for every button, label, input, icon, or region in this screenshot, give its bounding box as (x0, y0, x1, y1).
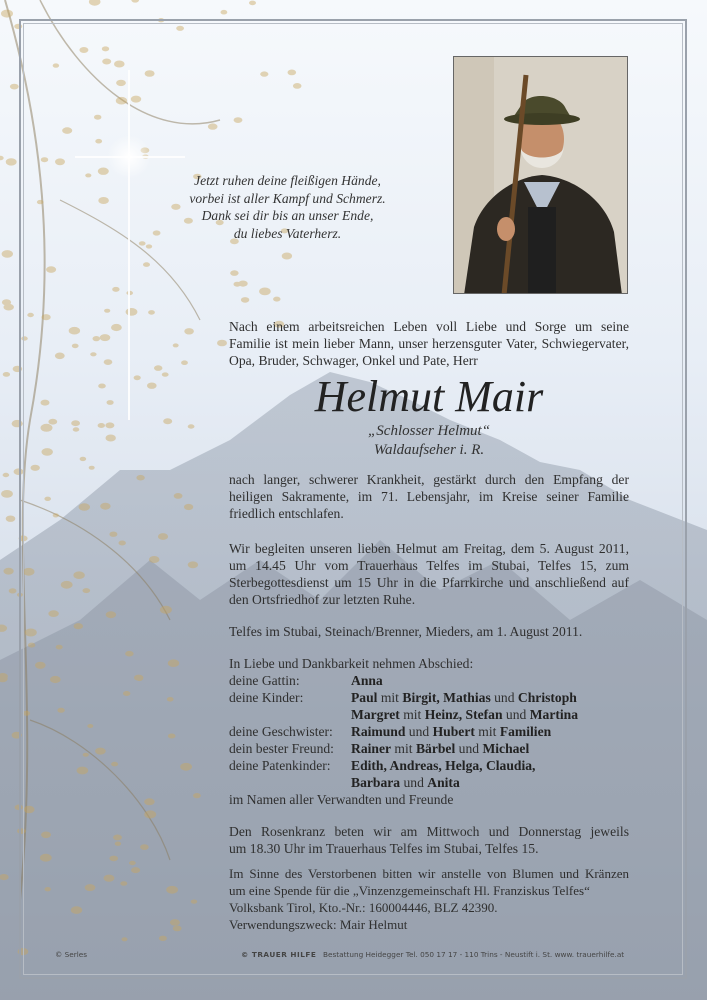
name-part: und (455, 741, 483, 756)
farewell-row (229, 757, 649, 774)
name-part: Anita (427, 775, 460, 790)
portrait-photo (453, 56, 628, 294)
name-part: mit (474, 724, 500, 739)
funeral-paragraph (229, 540, 629, 608)
name-part: Heinz, Stefan (424, 707, 503, 722)
deceased-name: Helmut Mair (314, 372, 544, 421)
death-paragraph (229, 471, 629, 522)
leaf (4, 568, 14, 575)
quote-line: Dank sei dir bis an unser Ende, (201, 208, 374, 223)
death-line: friedlich entschlafen. (229, 506, 344, 521)
donation-line: Verwendungszweck: Mair Helmut (229, 917, 408, 932)
name-part: Martina (529, 707, 579, 722)
relative-names (351, 757, 535, 774)
name-part: und (490, 690, 518, 705)
relative-names (351, 672, 383, 689)
relative-names (351, 689, 577, 706)
relation-label: dein bester Freund: (229, 741, 334, 756)
leaf (9, 588, 17, 593)
portrait-illustration (454, 57, 628, 294)
relative-names (351, 740, 529, 757)
quote-line: Jetzt ruhen deine fleißigen Hände, (194, 173, 381, 188)
quote-line: vorbei ist aller Kampf und Schmerz. (189, 190, 386, 206)
farewell-row (229, 672, 649, 689)
death-line: nach langer, schwerer Krankheit, gestärkt durch den Empfang der (229, 472, 629, 487)
deceased-occupation: Waldaufseher i. R. (373, 442, 485, 458)
relative-names (351, 723, 551, 740)
leaf (2, 250, 13, 258)
memorial-quote (165, 172, 410, 242)
leaf (3, 372, 10, 377)
leaf (3, 473, 10, 477)
intro-paragraph (229, 318, 629, 369)
name-part: Margret (351, 707, 400, 722)
farewell-list (229, 655, 649, 808)
farewell-row (229, 689, 649, 706)
name-part: mit (391, 741, 416, 756)
name-part: und (405, 724, 433, 739)
relation-label: deine Kinder: (229, 690, 304, 705)
name-part: Rainer (351, 741, 392, 756)
relative-names (351, 774, 460, 791)
leaf (4, 304, 14, 311)
funeral-line: Wir begleiten unseren lieben Helmut am Freitag, dem 5. August 2011, (229, 541, 629, 556)
undertaker-info: Bestattung Heidegger Tel. 050 17 17 - 110 Trins - Neustift i. St. www. trauerhilfe.at (323, 950, 625, 959)
leaf (10, 84, 19, 90)
place-date-line: Telfes im Stubai, Steinach/Brenner, Mieders, am 1. August 2011. (229, 624, 583, 639)
name-part: Anna (351, 673, 383, 688)
relation-label: deine Geschwister: (229, 724, 333, 739)
name-part: Bärbel (415, 741, 456, 756)
rosary-line: Den Rosenkranz beten wir am Mittwoch und Donnerstag jeweils (229, 824, 629, 839)
rosary-paragraph (229, 823, 629, 857)
relation-label: deine Gattin: (229, 673, 300, 688)
name-part: Christoph (517, 690, 577, 705)
relation-label: deine Patenkinder: (229, 758, 331, 773)
leaf (89, 0, 101, 6)
leaf (131, 0, 139, 3)
donation-line: Im Sinne des Verstorbenen bitten wir anstelle von Blumen und Kränzen (229, 866, 629, 881)
donation-paragraph (229, 865, 629, 933)
leaf (6, 516, 16, 522)
name-part: Familien (499, 724, 552, 739)
name-part: Raimund (351, 724, 406, 739)
donation-line: Volksbank Tirol, Kto.-Nr.: 160004446, BLZ 42390. (229, 900, 498, 915)
leaf (0, 156, 4, 161)
leaf (1, 10, 13, 18)
quote-line: du liebes Vaterherz. (233, 225, 342, 241)
name-part: und (502, 707, 530, 722)
name-part: Paul (351, 690, 378, 705)
name-part: Hubert (432, 724, 475, 739)
relation-label (229, 774, 351, 791)
funeral-line: um 14.45 Uhr vom Trauerhaus Telfes im Stubai, Telfes 15, zum (229, 558, 629, 573)
name-part: und (400, 775, 428, 790)
place-date (229, 623, 629, 640)
death-line: heiligen Sakramente, im 71. Lebensjahr, im Kreise seiner Familie (229, 489, 629, 504)
brand-logo: © TRAUER HILFE (241, 950, 317, 959)
intro-line: Familie ist mein lieber Mann, unser herzensguter Vater, Schwiegervater, (229, 336, 629, 351)
farewell-row (229, 740, 649, 757)
leaf (1, 490, 13, 498)
farewell-rows (229, 672, 649, 791)
intro-line: Opa, Bruder, Schwager, Onkel und Pate, Herr (229, 353, 478, 368)
farewell-row (229, 774, 649, 791)
name-part: Barbara (351, 775, 401, 790)
leaf (249, 1, 256, 6)
photo-credit: © Serles (55, 950, 88, 959)
farewell-row (229, 723, 649, 740)
leaf (6, 158, 17, 165)
funeral-line: den Ortsfriedhof zur letzten Ruhe. (229, 592, 416, 607)
name-part: mit (377, 690, 403, 705)
relation-label (229, 706, 351, 723)
farewell-row (229, 706, 649, 723)
farewell-closing: im Namen aller Verwandten und Freunde (229, 792, 454, 807)
name-part: Michael (482, 741, 530, 756)
relative-names (351, 706, 578, 723)
intro-line: Nach einem arbeitsreichen Leben voll Liebe und Sorge um seine (229, 319, 629, 334)
funeral-line: Sterbegottesdienst um 15 Uhr in die Pfarrkirche und anschließend auf (229, 575, 629, 590)
leaf (221, 10, 228, 15)
name-part: Edith, Andreas, Helga, Claudia, (351, 758, 536, 773)
rosary-line: um 18.30 Uhr im Trauerhaus Telfes im Stubai, Telfes 15. (229, 841, 539, 856)
donation-line: um eine Spende für die „Vinzenzgemeinschaft Hl. Franziskus Telfes“ (229, 883, 590, 898)
deceased-nickname: „Schlosser Helmut“ (367, 423, 491, 439)
farewell-heading: In Liebe und Dankbarkeit nehmen Abschied: (229, 656, 474, 671)
name-part: mit (399, 707, 425, 722)
name-part: Birgit, Mathias (402, 690, 491, 705)
